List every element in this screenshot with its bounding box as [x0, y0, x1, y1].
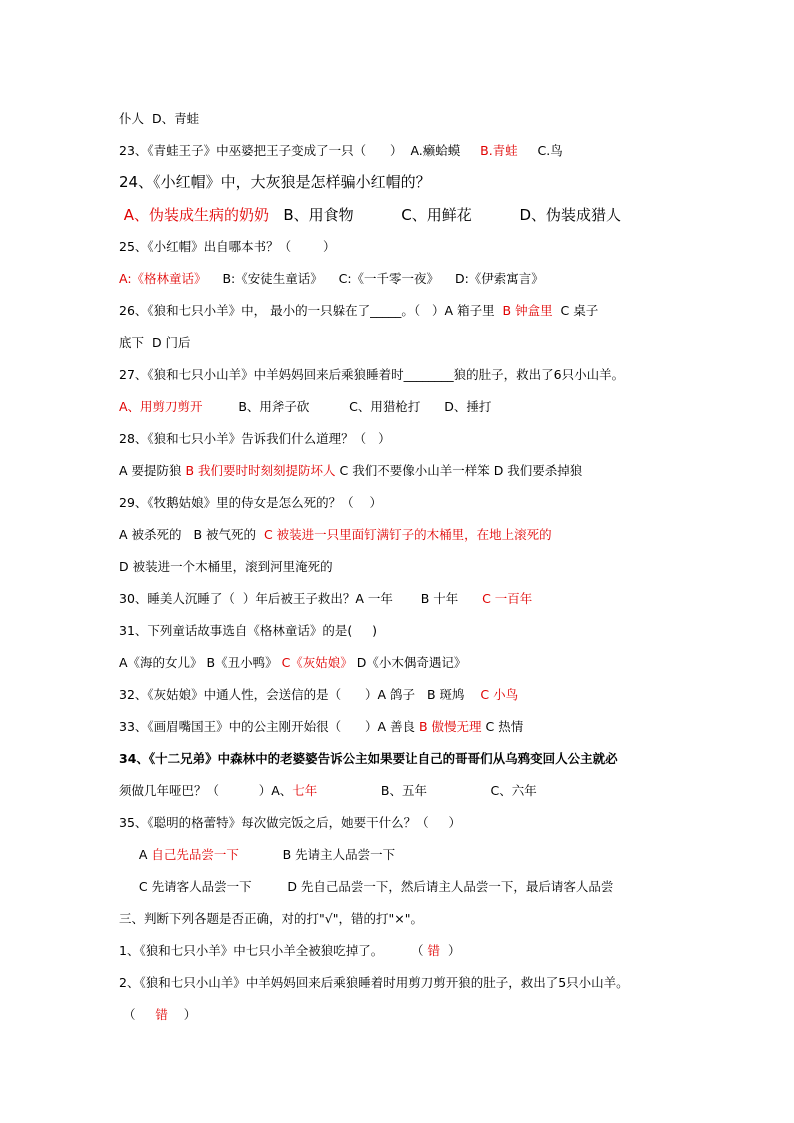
text-segment: 仆人 D、青蛙 — [119, 111, 200, 126]
answer-highlight: A、用剪刀剪开 — [119, 399, 203, 414]
question-24 — [119, 173, 431, 191]
text-segment: B:《安徒生童话》 C:《一千零一夜》 D:《伊索寓言》 — [206, 271, 544, 286]
judge-item-1 — [119, 943, 460, 959]
judge-item-2-answer — [119, 1007, 196, 1023]
question-28 — [119, 431, 391, 447]
text-segment: A 要提防狼 — [119, 463, 186, 478]
question-27 — [119, 367, 624, 383]
question-33 — [119, 719, 523, 735]
answer-highlight: 错 — [155, 1007, 168, 1022]
text-segment: 28、《狼和七只小羊》告诉我们什么道理？（ ） — [119, 431, 391, 446]
text-segment: D《小木偶奇遇记》 — [352, 655, 467, 670]
answer-highlight: 七年 — [292, 783, 318, 798]
answer-options-28 — [119, 463, 582, 479]
question-23 — [119, 143, 563, 159]
text-segment: ） — [440, 943, 461, 958]
answer-highlight: A、伪装成生病的奶奶 — [119, 206, 270, 224]
text-segment: 35、《聪明的格蕾特》每次做完饭之后，她要干什么？（ ） — [119, 815, 462, 830]
answer-options-24 — [119, 206, 621, 224]
answer-highlight: 自己先品尝一下 — [151, 847, 239, 862]
text-segment: A 被杀死的 B 被气死的 — [119, 527, 264, 542]
text-segment: D 被装进一个木桶里，滚到河里淹死的 — [119, 559, 333, 574]
answer-options-35-cd — [119, 879, 613, 895]
text-segment: 32、《灰姑娘》中通人性，会送信的是（ ）A 鸽子 B 斑鸠 — [119, 687, 481, 702]
text-segment: C 我们不要像小山羊一样笨 D 我们要杀掉狼 — [335, 463, 583, 478]
text-segment: C 先请客人品尝一下 D 先自己品尝一下，然后请主人品尝一下，最后请客人品尝 — [119, 879, 614, 894]
text-segment: B 先请主人品尝一下 — [238, 847, 396, 862]
text-segment: 27、《狼和七只小山羊》中羊妈妈回来后乘狼睡着时________狼的肚子，救出了6只小山羊。 — [119, 367, 625, 382]
answer-highlight: C《灰姑娘》 — [281, 655, 353, 670]
section-heading — [119, 911, 423, 927]
answer-highlight: 错 — [427, 943, 441, 958]
text-segment: 三、判断下列各题是否正确，对的打"√"，错的打"×"。 — [119, 911, 423, 926]
answer-highlight: C 小鸟 — [480, 687, 519, 702]
answer-options-29 — [119, 527, 552, 543]
question-26 — [119, 303, 598, 319]
text-segment: 底下 D 门后 — [119, 335, 191, 350]
answer-highlight: B 我们要时时刻刻提防坏人 — [185, 463, 336, 478]
text-segment: C 桌子 — [552, 303, 599, 318]
text-segment: C 热情 — [481, 719, 524, 734]
answer-options-25 — [119, 271, 544, 287]
text-segment: B、五年 C、六年 — [317, 783, 537, 798]
answer-options-35-ab — [119, 847, 395, 863]
text-segment: 须做几年哑巴？（ ）A、 — [119, 783, 293, 798]
question-25 — [119, 239, 335, 255]
text-line — [119, 559, 333, 575]
text-segment: 30、睡美人沉睡了（ ）年后被王子救出？A 一年 B 十年 — [119, 591, 483, 606]
text-segment: 34、《十二兄弟》中森林中的老婆婆告诉公主如果要让自己的哥哥们从乌鸦变回人公主就必 — [119, 751, 618, 766]
text-segment: B、用食物 C、用鲜花 D、伪装成猎人 — [269, 206, 622, 224]
text-segment: A《海的女儿》 B《丑小鸭》 — [119, 655, 282, 670]
answer-options-27 — [119, 399, 491, 415]
text-segment: A — [119, 847, 152, 862]
question-31 — [119, 623, 377, 639]
question-29 — [119, 495, 382, 511]
text-segment: 31、下列童话故事选自《格林童话》的是( ) — [119, 623, 378, 638]
judge-item-2 — [119, 975, 629, 991]
answer-highlight: C 被装进一只里面钉满钉子的木桶里，在地上滚死的 — [263, 527, 552, 542]
answer-highlight: C 一百年 — [482, 591, 533, 606]
text-segment: ） — [167, 1007, 197, 1022]
text-line — [119, 335, 191, 351]
text-segment: 25、《小红帽》出自哪本书？（ ） — [119, 239, 336, 254]
question-32 — [119, 687, 518, 703]
answer-highlight: B.青蛙 — [480, 143, 518, 158]
answer-highlight: A:《格林童话》 — [119, 271, 207, 286]
text-segment: 2、《狼和七只小山羊》中羊妈妈回来后乘狼睡着时用剪刀剪开狼的肚子，救出了5只小山羊。 — [119, 975, 629, 990]
text-segment: B、用斧子砍 C、用猎枪打 D、捶打 — [202, 399, 492, 414]
answer-highlight: B 傲慢无理 — [419, 719, 482, 734]
question-30 — [119, 591, 532, 607]
question-34 — [119, 751, 618, 767]
text-segment: 23、《青蛙王子》中巫婆把王子变成了一只（ ） A.癞蛤蟆 — [119, 143, 481, 158]
text-segment: 26、《狼和七只小羊》中， 最小的一只躲在了_____。（ ）A 箱子里 — [119, 303, 503, 318]
answer-options-34 — [119, 783, 537, 799]
text-line — [119, 111, 199, 127]
text-segment: （ — [119, 1007, 156, 1022]
answer-highlight: B 钟盒里 — [502, 303, 553, 318]
text-segment: 24、《小红帽》中，大灰狼是怎样骗小红帽的？ — [119, 173, 431, 191]
question-35 — [119, 815, 461, 831]
text-segment: C.鸟 — [517, 143, 563, 158]
text-segment: 33、《画眉嘴国王》中的公主刚开始很（ ）A 善良 — [119, 719, 419, 734]
text-segment: 1、《狼和七只小羊》中七只小羊全被狼吃掉了。 （ — [119, 943, 428, 958]
text-segment: 29、《牧鹅姑娘》里的侍女是怎么死的？（ ） — [119, 495, 383, 510]
answer-options-31 — [119, 655, 466, 671]
